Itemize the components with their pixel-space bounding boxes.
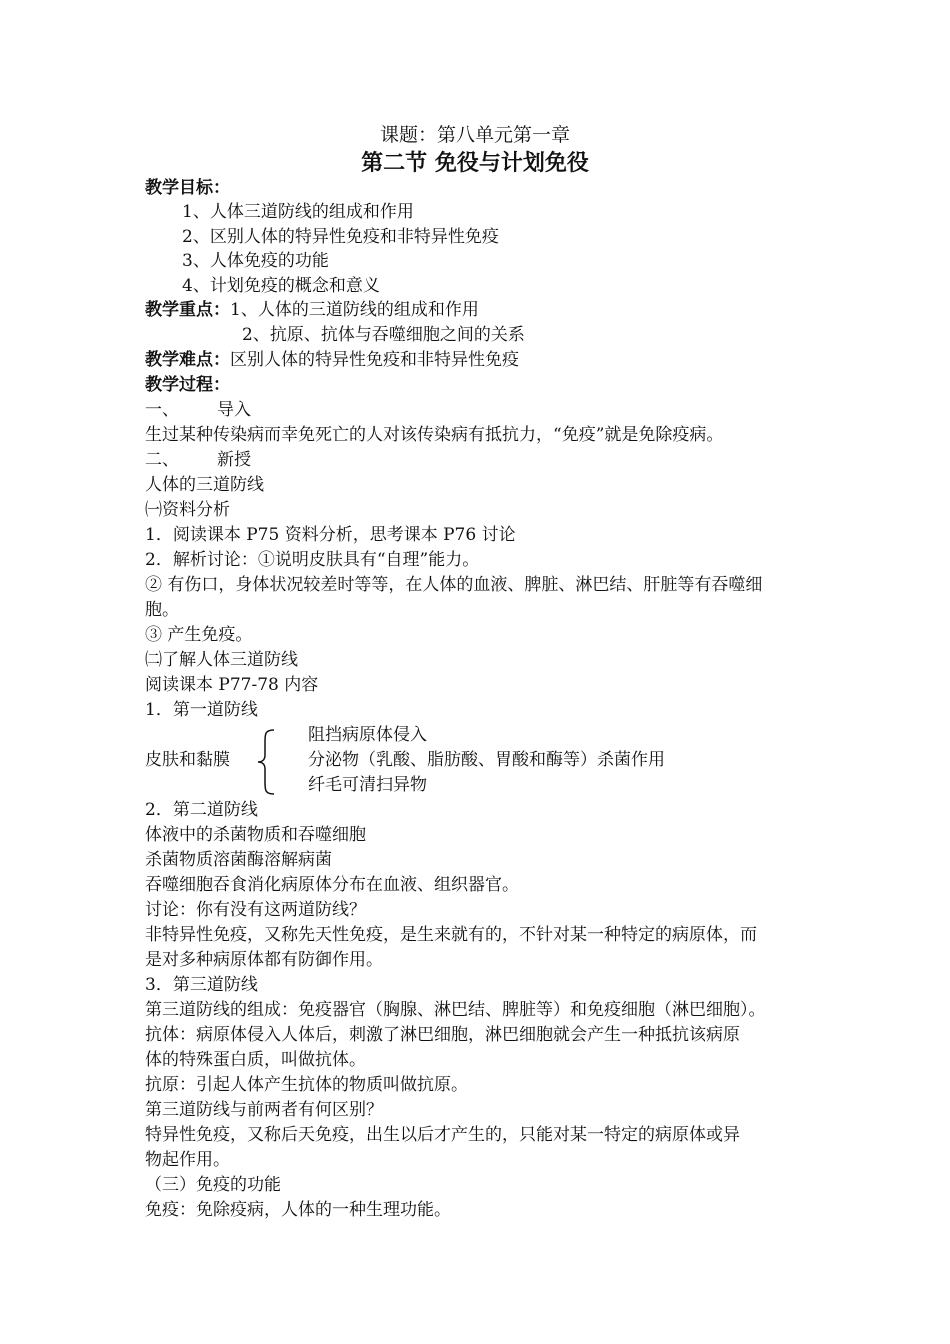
goal-item: 2、区别人体的特异性免疫和非特异性免疫 (182, 227, 499, 247)
intro-text: 生过某种传染病而幸免死亡的人对该传染病有抵抗力，“免疫”就是免除疫病。 (145, 425, 724, 445)
body-line: 2．解析讨论：①说明皮肤具有“自理”能力。 (145, 550, 480, 570)
body-line: ② 有伤口，身体状况较差时等等，在人体的血液、脾脏、淋巴结、肝脏等有吞噬细 (145, 575, 763, 595)
body-line: 杀菌物质溶菌酶溶解病菌 (145, 850, 332, 870)
body-line: 体的特殊蛋白质，叫做抗体。 (145, 1050, 366, 1070)
section-number: 二、 (145, 450, 179, 470)
body-line: 吞噬细胞吞食消化病原体分布在血液、组织器官。 (145, 875, 519, 895)
difficulty-line (145, 350, 519, 370)
body-line: 抗体：病原体侵入人体后，刺激了淋巴细胞，淋巴细胞就会产生一种抵抗该病原 (145, 1025, 740, 1045)
body-line: 人体的三道防线 (145, 475, 264, 495)
process-label: 教学过程： (145, 375, 230, 395)
body-line: 特异性免疫，又称后天免疫，出生以后才产生的，只能对某一特定的病原体或异 (145, 1125, 740, 1145)
body-line: 第三道防线的组成：免疫器官（胸腺、淋巴结、脾脏等）和免疫细胞（淋巴细胞）。 (145, 1000, 766, 1020)
first-line-item: 纤毛可清扫异物 (308, 775, 427, 795)
key-point-item: 1、人体的三道防线的组成和作用 (230, 300, 479, 320)
section-number: 一、 (145, 400, 179, 420)
body-line: 讨论：你有没有这两道防线？ (145, 900, 366, 920)
body-line: ㈠资料分析 (145, 500, 230, 520)
difficulty-label: 教学难点： (145, 350, 230, 370)
body-line: 物起作用。 (145, 1150, 230, 1170)
body-line: 1．第一道防线 (145, 700, 258, 720)
body-line: 胞。 (145, 600, 179, 620)
goal-item: 4、计划免疫的概念和意义 (182, 276, 380, 296)
curly-brace-icon (255, 728, 277, 796)
key-point-item: 2、抗原、抗体与吞噬细胞之间的关系 (242, 325, 525, 345)
body-line: ③ 产生免疫。 (145, 625, 253, 645)
body-line: ㈡了解人体三道防线 (145, 650, 298, 670)
body-line: 2．第二道防线 (145, 800, 258, 820)
goal-item: 3、人体免疫的功能 (182, 251, 329, 271)
section-title: 第二节 免役与计划免役 (361, 150, 589, 176)
section-heading (145, 450, 251, 470)
body-line: 非特异性免疫，又称先天性免疫，是生来就有的，不针对某一种特定的病原体，而 (145, 925, 757, 945)
body-line: 第三道防线与前两者有何区别？ (145, 1100, 383, 1120)
difficulty-text: 区别人体的特异性免疫和非特异性免疫 (230, 350, 519, 370)
body-line: 1．阅读课本 P75 资料分析，思考课本 P76 讨论 (145, 525, 516, 545)
body-line: 免疫：免除疫病，人体的一种生理功能。 (145, 1200, 451, 1220)
goals-label: 教学目标： (145, 178, 230, 198)
section-heading (145, 400, 251, 420)
section-name: 新授 (217, 450, 251, 470)
body-line: （三）免疫的功能 (145, 1175, 281, 1195)
body-line: 抗原：引起人体产生抗体的物质叫做抗原。 (145, 1075, 468, 1095)
goal-item: 1、人体三道防线的组成和作用 (182, 202, 414, 222)
first-line-item: 分泌物（乳酸、脂肪酸、胃酸和酶等）杀菌作用 (308, 750, 665, 770)
section-name: 导入 (217, 400, 251, 420)
first-line-left-label: 皮肤和黏膜 (145, 750, 230, 770)
body-line: 3．第三道防线 (145, 975, 258, 995)
body-line: 阅读课本 P77-78 内容 (145, 675, 319, 695)
body-line: 是对多种病原体都有防御作用。 (145, 950, 383, 970)
body-line: 体液中的杀菌物质和吞噬细胞 (145, 825, 366, 845)
lesson-title: 课题：第八单元第一章 (379, 124, 570, 146)
key-points-label: 教学重点： (145, 300, 230, 320)
key-points-line (145, 300, 479, 320)
first-line-item: 阻挡病原体侵入 (308, 725, 427, 745)
